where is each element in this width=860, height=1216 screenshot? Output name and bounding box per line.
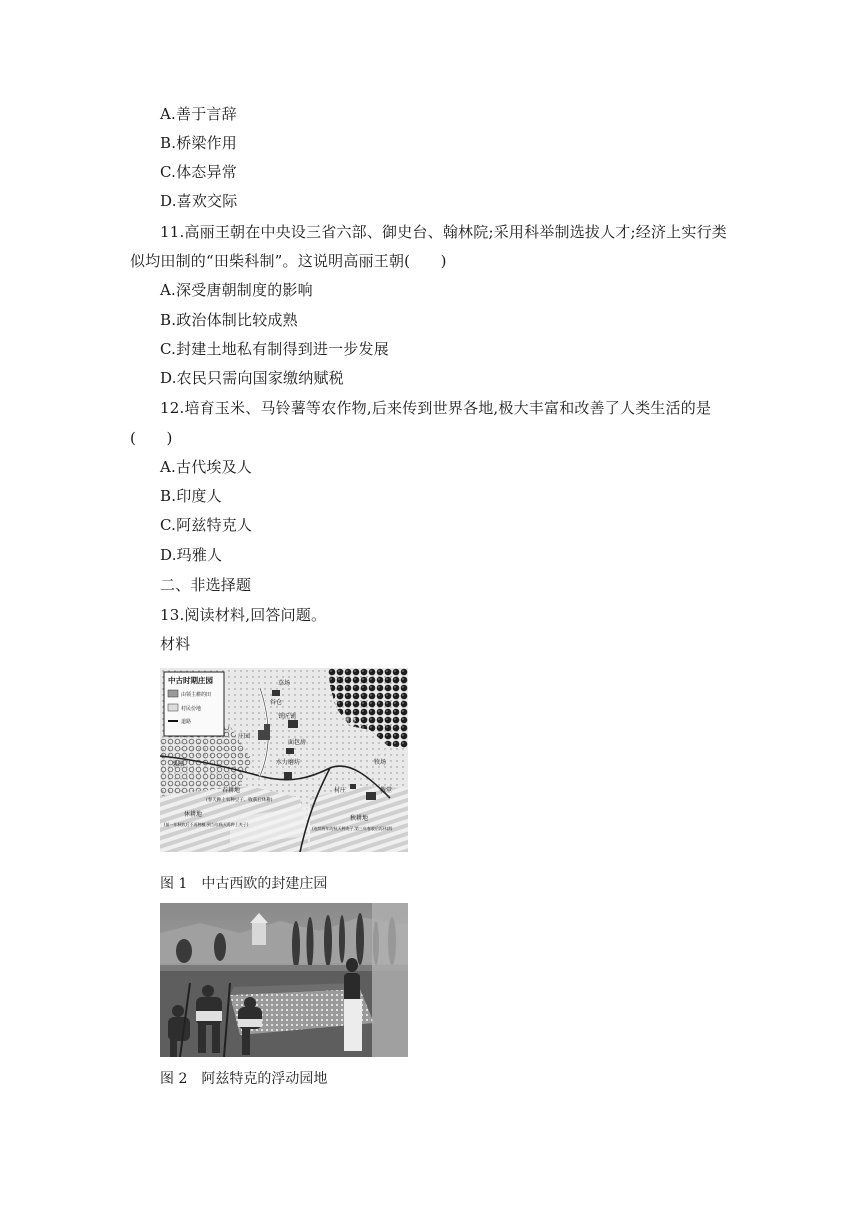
q11-stem-line2: 似均田制的“田柴科制”。这说明高丽王朝( ): [130, 252, 447, 270]
figure2-number: 图 2: [160, 1071, 188, 1087]
map-label-mill: 水力磨坊: [276, 759, 301, 766]
q11-option-c: C.封建土地私有制得到进一步发展: [160, 340, 389, 358]
map-label-granary: 谷仓: [270, 699, 283, 706]
map-label-manor: 庄园: [238, 733, 251, 740]
q10-option-c: C.体态异常: [160, 163, 237, 181]
q10-option-a: A.善于言辞: [160, 105, 237, 123]
map-label-smithy: 铁匠铺: [278, 713, 297, 720]
q12-option-a: A.古代埃及人: [160, 458, 253, 476]
map-label-village: 村庄: [334, 787, 347, 794]
q11-option-b: B.政治体制比较成熟: [160, 311, 298, 329]
figure1-number: 图 1: [160, 876, 188, 892]
q10-option-b: B.桥梁作用: [160, 134, 237, 152]
map-legend-villager: 村民份地: [181, 706, 202, 712]
figure1-caption: [160, 875, 327, 893]
map-label-pasture: 草场: [278, 680, 291, 687]
map-label-woods: 树林: [344, 717, 357, 724]
q12-stem-line1: 12.培育玉米、马铃薯等农作物,后来传到世界各地,极大丰富和改善了人类生活的是: [160, 399, 712, 417]
map-legend-road: 道路: [181, 719, 192, 725]
figure2-caption: [160, 1070, 327, 1088]
section-heading: 二、非选择题: [160, 576, 252, 594]
q11-stem-line1: 11.高丽王朝在中央设三省六部、御史台、翰林院;采用科举制选拔人才;经济上实行类: [160, 223, 727, 241]
map-label-fallow: 休耕地: [184, 811, 203, 818]
map-label-meadow: 牧场: [374, 759, 387, 766]
map-label-fallow-note: (前一年秋收后不再种植,到当年秋天再种上麦子): [164, 822, 249, 827]
q12-stem-line2: ( ): [130, 429, 173, 447]
figure-floating-gardens-photo: [160, 903, 408, 1057]
map-label-orchard: 果园: [172, 761, 185, 768]
q11-option-d: D.农民只需向国家缴纳赋税: [160, 369, 344, 387]
figure2-title: 阿兹特克的浮动园地: [201, 1071, 328, 1087]
map-label-spring-field: 春耕地: [222, 787, 241, 794]
map-legend-title: 中古时期庄园: [168, 676, 213, 685]
q12-option-b: B.印度人: [160, 487, 222, 505]
q11-option-a: A.深受唐朝制度的影响: [160, 281, 313, 299]
figure1-title: 中古西欧的封建庄园: [201, 876, 328, 892]
map-label-church: 教堂: [380, 787, 393, 794]
q12-option-c: C.阿兹特克人: [160, 516, 253, 534]
map-label-spring-note: (春天种上农种豆子、收获后休耕): [206, 798, 273, 803]
map-label-autumn-field: 秋耕地: [350, 815, 369, 822]
q13-stem: 13.阅读材料,回答问题。: [160, 606, 327, 624]
map-legend-lord: 由领主耕的田: [181, 692, 212, 698]
figure-manor-map: [160, 668, 408, 852]
q13-material-label: 材料: [160, 635, 191, 653]
q12-option-d: D.玛雅人: [160, 546, 223, 564]
map-label-autumn-note: (连续两年的秋天种麦子,第三年春收后再休耕): [312, 826, 393, 831]
map-label-bakery: 面包房: [288, 739, 307, 746]
q10-option-d: D.喜欢交际: [160, 192, 238, 210]
